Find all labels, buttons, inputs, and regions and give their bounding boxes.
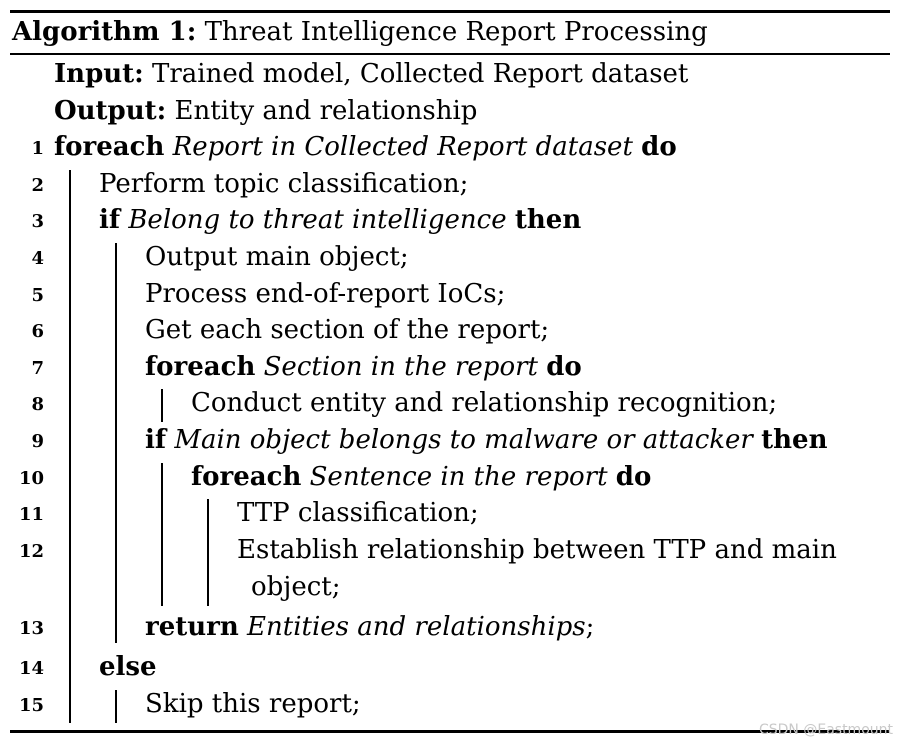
input-text: Trained model, Collected Report dataset xyxy=(152,59,689,89)
caption-rule xyxy=(10,53,890,55)
line-number: 9 xyxy=(31,431,44,452)
caption-label: Algorithm 1: xyxy=(12,17,197,47)
algorithm-line-13 xyxy=(145,612,594,642)
statement-continuation: object; xyxy=(251,572,341,602)
keyword-return: return xyxy=(145,612,239,642)
block-bar-foreach-section xyxy=(161,389,163,422)
statement-text: Get each section of the report; xyxy=(145,315,550,345)
line-number: 11 xyxy=(18,504,44,525)
keyword-if: if xyxy=(99,205,121,235)
if-condition: Belong to threat intelligence xyxy=(128,205,507,235)
algorithm-line-7 xyxy=(145,352,582,382)
line-number: 14 xyxy=(18,658,44,679)
output-label: Output: xyxy=(54,96,167,126)
algorithm-line-6 xyxy=(145,315,549,345)
algorithm-line-11 xyxy=(237,498,479,528)
block-bar-if-malware xyxy=(161,463,163,606)
algorithm-line-14 xyxy=(99,652,157,682)
algorithm-line-9 xyxy=(145,425,827,455)
keyword-then: then xyxy=(761,425,828,455)
statement-text: Establish relationship between TTP and main xyxy=(237,535,837,565)
if-condition: Main object belongs to malware or attacker xyxy=(174,425,753,455)
loop-condition: Report in Collected Report dataset xyxy=(172,132,633,162)
line-number: 1 xyxy=(31,138,44,159)
input-label: Input: xyxy=(54,59,144,89)
algorithm-line-10 xyxy=(191,462,651,492)
block-bar-else xyxy=(115,690,117,723)
input-line xyxy=(54,59,688,89)
keyword-then: then xyxy=(514,205,582,235)
statement-text: Conduct entity and relationship recognition; xyxy=(191,388,778,418)
algorithm-line-12-continuation xyxy=(251,572,341,602)
loop-condition: Sentence in the report xyxy=(309,462,608,492)
statement-terminator: ; xyxy=(585,612,595,642)
line-number: 12 xyxy=(18,541,44,562)
statement-text: Perform topic classification; xyxy=(99,169,469,199)
keyword-do: do xyxy=(641,132,677,162)
output-line xyxy=(54,96,477,126)
keyword-if: if xyxy=(145,425,167,455)
statement-text: Skip this report; xyxy=(145,689,361,719)
output-text: Entity and relationship xyxy=(174,96,478,126)
line-number: 8 xyxy=(31,394,44,415)
block-bar-foreach-sentence xyxy=(207,499,209,606)
loop-condition: Section in the report xyxy=(263,352,538,382)
keyword-foreach: foreach xyxy=(54,132,165,162)
line-number: 10 xyxy=(18,468,44,489)
algorithm-line-1 xyxy=(54,132,677,162)
block-bar-foreach-report xyxy=(69,170,71,723)
line-number: 3 xyxy=(31,211,44,232)
return-value: Entities and relationships xyxy=(247,612,586,642)
line-number: 13 xyxy=(18,618,44,639)
keyword-do: do xyxy=(546,352,582,382)
algorithm-caption xyxy=(12,14,708,50)
keyword-else: else xyxy=(99,652,157,682)
line-number: 15 xyxy=(18,695,44,716)
algorithm-line-15 xyxy=(145,689,361,719)
keyword-foreach: foreach xyxy=(191,462,302,492)
statement-text: TTP classification; xyxy=(237,498,479,528)
statement-text: Output main object; xyxy=(145,242,409,272)
algorithm-line-5 xyxy=(145,279,505,309)
line-number: 6 xyxy=(31,321,44,342)
line-number: 5 xyxy=(31,285,44,306)
statement-text: Process end-of-report IoCs; xyxy=(145,279,506,309)
line-number: 2 xyxy=(31,175,44,196)
top-rule xyxy=(10,10,890,13)
algorithm-line-8 xyxy=(191,388,777,418)
keyword-foreach: foreach xyxy=(145,352,256,382)
algorithm-line-2 xyxy=(99,169,468,199)
line-number: 7 xyxy=(31,358,44,379)
algorithm-line-3 xyxy=(99,205,581,235)
algorithm-line-12 xyxy=(237,535,837,565)
algorithm-line-4 xyxy=(145,242,409,272)
block-bar-if-threat xyxy=(115,243,117,643)
keyword-do: do xyxy=(615,462,652,492)
caption-title: Threat Intelligence Report Processing xyxy=(204,17,708,47)
watermark-text: CSDN @Eastmount xyxy=(758,722,893,738)
line-number: 4 xyxy=(31,248,44,269)
